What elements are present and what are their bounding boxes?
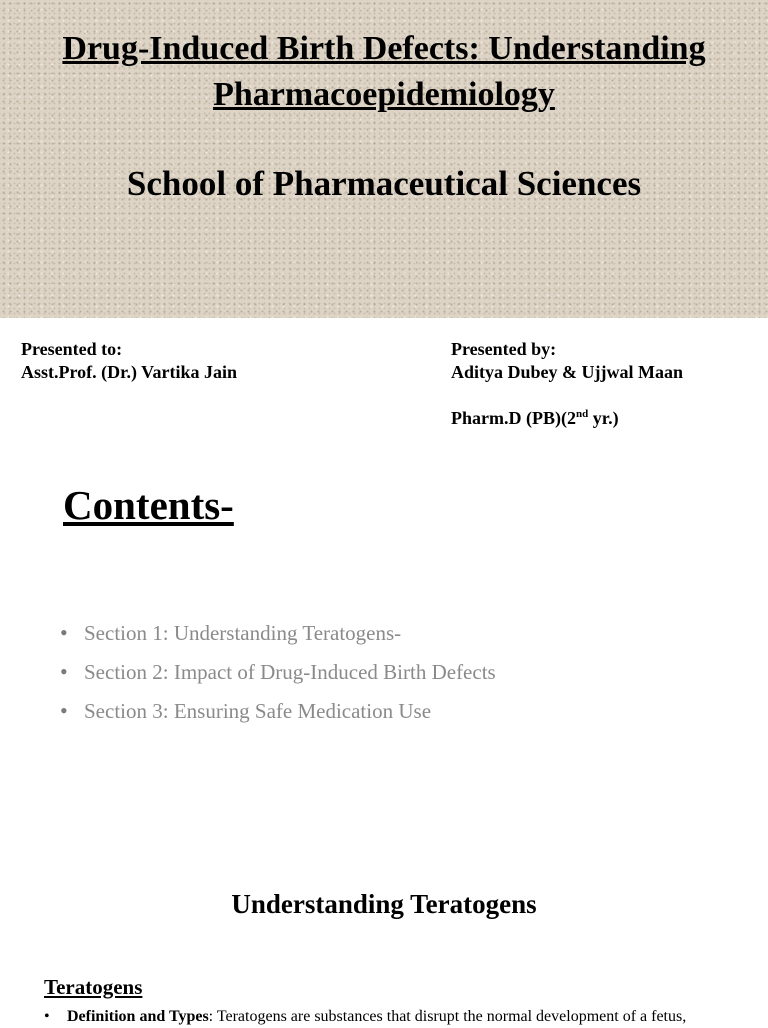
course-prefix: Pharm.D (PB)(2	[451, 408, 576, 428]
bullet-icon: •	[60, 659, 68, 684]
presented-to-name: Asst.Prof. (Dr.) Vartika Jain	[21, 362, 238, 382]
contents-list	[60, 614, 496, 731]
section-heading: Understanding Teratogens	[231, 889, 537, 919]
contents-item	[60, 653, 496, 692]
presented-by-label: Presented by:	[451, 339, 557, 359]
school-name: School of Pharmaceutical Sciences	[126, 164, 642, 203]
course-superscript: nd	[575, 408, 589, 420]
contents-item	[60, 692, 496, 731]
title-banner	[0, 0, 768, 318]
bullet-icon: •	[60, 698, 68, 723]
subsection-heading: Teratogens	[44, 975, 143, 999]
definition-paragraph	[44, 1006, 767, 1028]
contents-heading: Contents-	[63, 482, 234, 528]
contents-item	[60, 614, 496, 653]
presented-to-label: Presented to:	[21, 339, 123, 359]
bullet-icon: •	[44, 1008, 50, 1025]
contents-item-label: Section 2: Impact of Drug-Induced Birth Defects	[84, 660, 496, 684]
contents-item-label: Section 3: Ensuring Safe Medication Use	[84, 699, 432, 723]
bullet-icon: •	[60, 620, 68, 645]
course-year	[451, 407, 683, 430]
contents-item-label: Section 1: Understanding Teratogens-	[84, 621, 402, 645]
document-title: Drug-Induced Birth Defects: Understanding Pharmacoepidemiology	[62, 30, 706, 113]
presented-by-block	[451, 338, 683, 430]
definition-text: : Teratogens are substances that disrupt the normal development of a fetus,	[208, 1008, 687, 1025]
definition-term: Definition and Types	[67, 1008, 209, 1025]
presented-by-names: Aditya Dubey & Ujjwal Maan	[451, 362, 683, 382]
course-suffix: yr.)	[588, 408, 619, 428]
presented-to-block	[21, 338, 237, 384]
